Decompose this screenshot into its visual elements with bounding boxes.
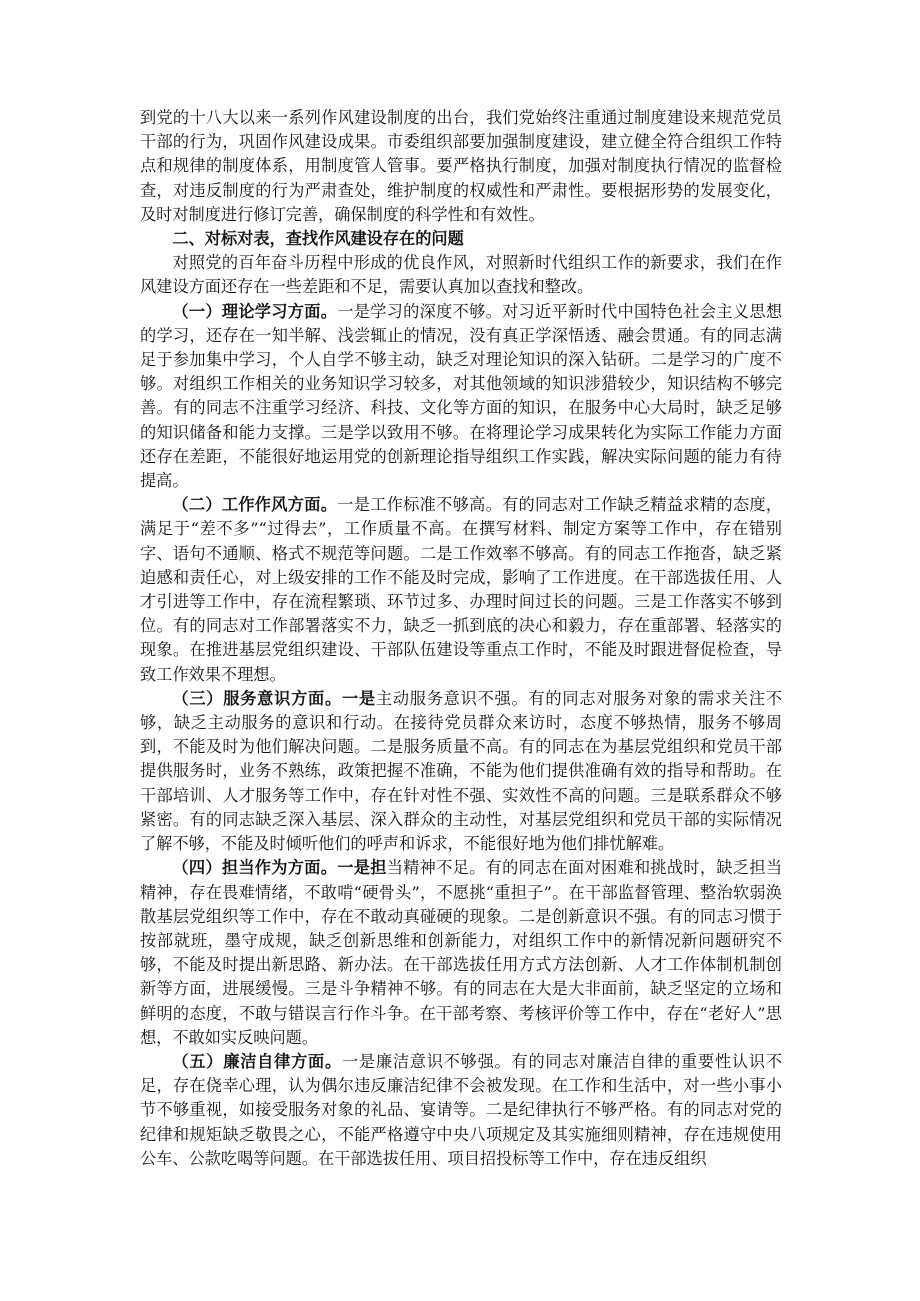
item-lead: （一）理论学习方面。 <box>172 301 338 321</box>
item-body: 主动服务意识不强。有的同志对服务对象的需求关注不够，缺乏主动服务的意识和行动。在接待党员群众来访时，态度不够热情，服务不够周到，不能及时为他们解决问题。二是服务质量不高。有的同志在为基层党组织和党员干部提供服务时，业务不熟练，政策把握不准确，不能为他们提供准确有效的指导和帮助。在干部培训、人才服务等工作中，存在针对性不强、实效性不高的问题。三是联系群众不够紧密。有的同志缺乏深入基层、深入群众的主动性，对基层党组织和党员干部的实际情况了解不够，不能及时倾听他们的呼声和诉求，不能很好地为他们排忧解难。 <box>140 688 783 854</box>
item-work-style <box>140 493 782 687</box>
section-intro-paragraph: 对照党的百年奋斗历程中形成的优良作风，对照新时代组织工作的新要求，我们在作风建设方面还存在一些差距和不足，需要认真加以查找和整改。 <box>140 253 782 297</box>
document-body <box>140 106 782 1171</box>
item-body: 当精神不足。有的同志在面对困难和挑战时，缺乏担当精神，存在畏难情绪，不敢啃“硬骨头”，不愿挑“重担子”。在干部监督管理、整治软弱涣散基层党组织等工作中，存在不敢动真碰硬的现象。二是创新意识不强。有的同志习惯于按部就班，墨守成规，缺乏创新思维和创新能力，对组织工作中的新情况新问题研究不够，不能及时提出新思路、新办法。在干部选拔任用方式方法创新、人才工作体制机制创新等方面，进展缓慢。三是斗争精神不够。有的同志在大是大非面前，缺乏坚定的立场和鲜明的态度，不敢与错误言行作斗争。在干部考察、考核评价等工作中，存在“老好人”思想，不敢如实反映问题。 <box>140 858 783 1047</box>
item-lead: （五）廉洁自律方面。 <box>172 1051 342 1071</box>
item-lead: （四）担当作为方面。一是担 <box>172 858 387 878</box>
item-lead: （三）服务意识方面。一是 <box>172 688 376 708</box>
item-lead: （二）工作作风方面。 <box>172 495 338 515</box>
item-body: 一是廉洁意识不够强。有的同志对廉洁自律的重要性认识不足，存在侥幸心理，认为偶尔违反廉洁纪律不会被发现。在工作和生活中，对一些小事小节不够重视，如接受服务对象的礼品、宴请等。二是纪律执行不够严格。有的同志对党的纪律和规矩缺乏敬畏之心，不能严格遵守中央八项规定及其实施细则精神，存在违规使用公车、公款吃喝等问题。在干部选拔任用、项目招投标等工作中，存在违反组织 <box>140 1051 783 1168</box>
item-body: 一是工作标准不够高。有的同志对工作缺乏精益求精的态度，满足于“差不多”“过得去”，工作质量不高。在撰写材料、制定方案等工作中，存在错别字、语句不通顺、格式不规范等问题。二是工作效率不够高。有的同志工作拖沓，缺乏紧迫感和责任心，对上级安排的工作不能及时完成，影响了工作进度。在干部选拔任用、人才引进等工作中，存在流程繁琐、环节过多、办理时间过长的问题。三是工作落实不够到位。有的同志对工作部署落实不力，缺乏一抓到底的决心和毅力，存在重部署、轻落实的现象。在推进基层党组织建设、干部队伍建设等重点工作时，不能及时跟进督促检查，导致工作效果不理想。 <box>140 495 783 684</box>
item-service-awareness <box>140 687 782 856</box>
item-body: 一是学习的深度不够。对习近平新时代中国特色社会主义思想的学习，还存在一知半解、浅尝辄止的情况，没有真正学深悟透、融会贯通。有的同志满足于参加集中学习，个人自学不够主动，缺乏对理论知识的深入钻研。二是学习的广度不够。对组织工作相关的业务知识学习较多，对其他领域的知识涉猎较少，知识结构不够完善。有的同志不注重学习经济、科技、文化等方面的知识，在服务中心大局时，缺乏足够的知识储备和能力支撑。三是学以致用不够。在将理论学习成果转化为实际工作能力方面还存在差距，不能很好地运用党的创新理论指导组织工作实践，解决实际问题的能力有待提高。 <box>140 301 783 491</box>
section-heading: 二、对标对表，查找作风建设存在的问题 <box>172 229 464 249</box>
item-integrity <box>140 1050 782 1171</box>
item-responsibility <box>140 856 782 1050</box>
intro-paragraph: 到党的十八大以来一系列作风建设制度的出台，我们党始终注重通过制度建设来规范党员干部的行为，巩固作风建设成果。市委组织部要加强制度建设，建立健全符合组织工作特点和规律的制度体系，用制度管人管事。要严格执行制度，加强对制度执行情况的监督检查，对违反制度的行为严肃查处，维护制度的权威性和严肃性。要根据形势的发展变化，及时对制度进行修订完善，确保制度的科学性和有效性。 <box>140 108 782 224</box>
item-theory-study <box>140 300 782 494</box>
